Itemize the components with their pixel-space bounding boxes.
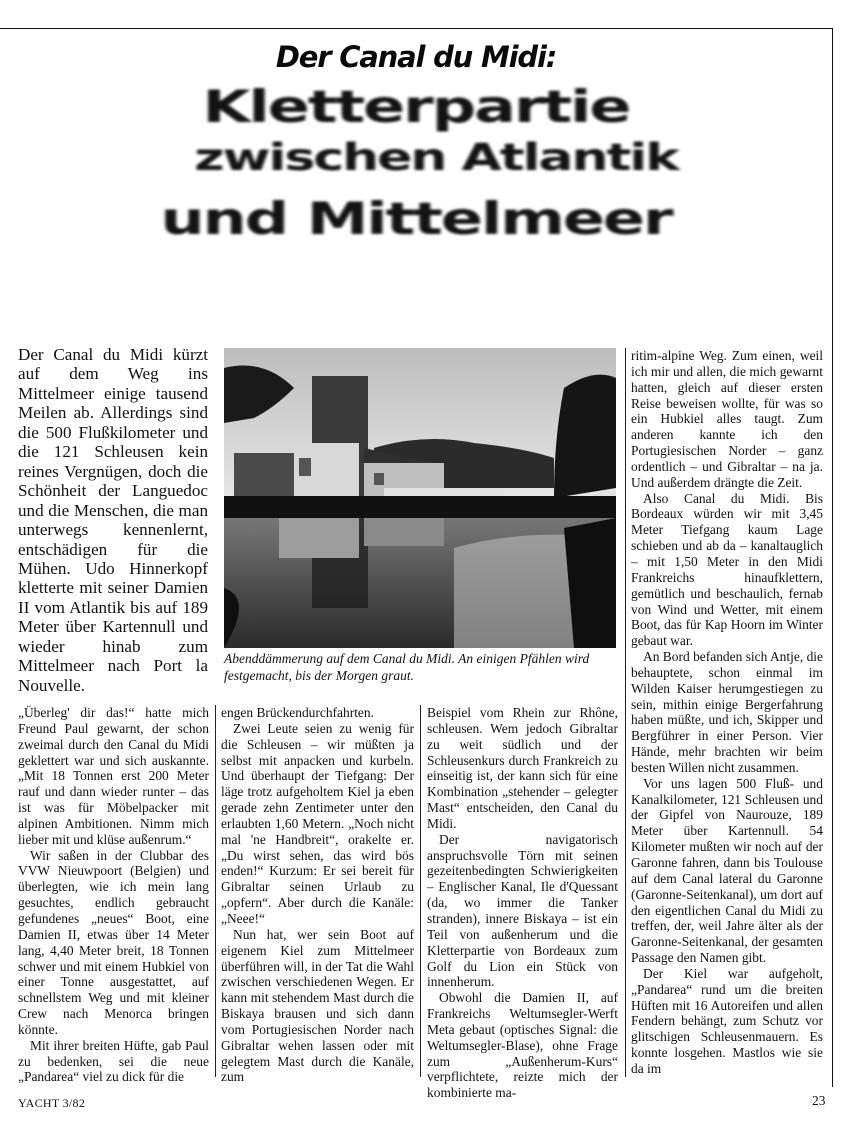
article-column-3	[427, 705, 618, 1101]
paragraph: Der Kiel war aufgeholt, „Pandarea“ rund um die breiten Hüften mit 16 Autoreifen und allen Fendern behängt, zum Schutz vor glitschigen Schleusenmauern. Es konnte losgehen. Mastlos wie sie da im	[631, 965, 823, 1076]
canal-photo-image	[224, 348, 616, 648]
magazine-issue: YACHT 3/82	[18, 1096, 86, 1110]
paragraph: Zwei Leute seien zu wenig für die Schleusen – wir müßten ja selbst mit anpacken und kurbeln. Und überhaupt der Tiefgang: Der läge trotz aufgeholtem Kiel ja eben gerade zehn Zentimeter unter den erlaubten 1,60 Metern. „Noch nicht mal 'ne Handbreit“, orakelte er. „Du wirst sehen, das wird bös enden!“ Kurzum: Er sei bereit für Gibraltar seinen Urlaub zu „opfern“. Aber durch die Kanäle: „Neee!“	[221, 720, 414, 926]
photo-caption: Abenddämmerung auf dem Canal du Midi. An einigen Pfählen wird festgemacht, bis der Morgen graut.	[224, 651, 590, 683]
paragraph: Mit ihrer breiten Hüfte, gab Paul zu bedenken, sei die neue „Pandarea“ viel zu dick für die	[18, 1037, 209, 1085]
paragraph: „Überleg' dir das!“ hatte mich Freund Paul gewarnt, der schon zweimal durch den Canal du Midi geklettert war und sich auskannte. „Mit 18 Tonnen erst 200 Meter rauf und dann wieder runter – das ist was für Möbelpacker mit alpinen Ambitionen. Nimm mich lieber mit und klüse außenrum.“	[18, 705, 209, 847]
article-column-1	[18, 705, 209, 1085]
headline-line-2: zwischen Atlantik	[194, 136, 678, 180]
column-rule	[625, 348, 626, 1077]
article-column-4	[631, 348, 823, 1077]
paragraph: ritim-alpine Weg. Zum einen, weil ich mir und allen, die mich gewarnt hatten, gleich auf dieser ersten Reise beweisen wollte, für was so ein Hubkiel alles taugt. Zum anderen kannte ich den Portugiesischen Norder – ganz ordentlich – und Gibraltar – na ja. Und außerdem drängte die Zeit.	[631, 348, 823, 490]
paragraph: An Bord befanden sich Antje, die behauptete, schon einmal im Wilden Kaiser herumgestiegen zu sein, mithin einige Bergerfahrung haben müßte, und ich, Skipper und Bergführer in einer Person. Vier Hände, mehr brachten wir beim besten Willen nicht zusammen.	[631, 649, 823, 775]
column-rule	[215, 705, 216, 1077]
paragraph: Der navigatorisch anspruchsvolle Törn mit seinen gezeitenbedingten Schwierigkeiten – Englischer Kanal, Ile d'Quessant (da, wo immer die Tanker stranden), innere Biskaya – ist ein Teil von außenherum und die Kletterpartie von Bordeaux zum Golf du Lion ein Stück von innenherum.	[427, 831, 618, 990]
paragraph: Nun hat, wer sein Boot auf eigenem Kiel zum Mittelmeer überführen will, in der Tat die Wahl zwischen verschiedenen Wegen. Er kann mit stehendem Mast durch die Biskaya brausen und sich dann vom Portugiesischen Norder nach Gibraltar wehen lassen oder mit gelegtem Mast durch die Kanäle, zum	[221, 926, 414, 1085]
column-rule	[420, 705, 421, 1077]
paragraph: Vor uns lagen 500 Fluß- und Kanalkilometer, 121 Schleusen und der Gipfel von Naurouze, 189 Meter über Kartennull. 54 Kilometer mußten wir noch auf der Garonne fahren, dann bis Toulouse auf dem Canal lateral du Garonne (Garonne-Seitenkanal), um dort auf den eigentlichen Canal du Midi zu treffen, der, weil Jahre älter als der Garonne-Seitenkanal, der gesamten Passage den Namen gibt.	[631, 775, 823, 966]
paragraph: Obwohl die Damien II, auf Frankreichs Weltumsegler-Werft Meta gebaut (optisches Signal: die Weltumsegler-Blase), ohne Frage zum „Außenherum-Kurs“ verpflichtete, reizte mich der kombinierte ma-	[427, 990, 618, 1101]
article-kicker-title: Der Canal du Midi:	[275, 40, 557, 74]
headline-line-3: und Mittelmeer	[160, 192, 672, 245]
paragraph: Wir saßen in der Clubbar des VVW Nieuwpoort (Belgien) und überlegten, wie ich mein lang gesuchtes, endlich gebraucht gefundenes „neues“ Boot, eine Damien II, etwas über 14 Meter lang, 4,40 Meter breit, 18 Tonnen schwer und mit einem Hubkiel von einer Tonne ausgestattet, auf schnellstem Weg und mit kleiner Crew nach Menorca bringen könnte.	[18, 847, 209, 1037]
paragraph: Beispiel vom Rhein zur Rhône, schleusen. Wem jedoch Gibraltar zu weit südlich und der Schleusenkurs durch Frankreich zu einseitig ist, der kann sich für eine Kombination „stehender – gelegter Mast“ entscheiden, den Canal du Midi.	[427, 705, 618, 831]
headline-line-1: Kletterpartie	[202, 80, 630, 133]
canal-photo	[224, 348, 616, 648]
paragraph: engen Brückendurchfahrten.	[221, 705, 374, 720]
paragraph: Also Canal du Midi. Bis Bordeaux würden wir mit 3,45 Meter Tiefgang kaum Lage schieben und ab da – kanaltauglich – mit 1,50 Meter in den Midi Frankreichs hinaufklettern, gemütlich und beschaulich, fernab von Wind und Wetter, mit einem Boot, das für Kap Hoorn im Winter gebaut war.	[631, 490, 823, 649]
article-intro: Der Canal du Midi kürzt auf dem Weg ins Mittelmeer einige tausend Meilen ab. Allerdings sind die 500 Flußkilometer und die 121 Schleusen kein reines Vergnügen, doch die Schönheit der Languedoc und die Menschen, die man unterwegs kennenlernt, entschädigen für die Mühen. Udo Hinnerkopf kletterte mit seiner Damien II vom Atlantik bis auf 189 Meter über Kartennull und wieder hinab zum Mittelmeer nach Port la Nouvelle.	[18, 345, 208, 695]
page-number: 23	[812, 1093, 826, 1108]
article-column-2	[221, 705, 414, 1085]
